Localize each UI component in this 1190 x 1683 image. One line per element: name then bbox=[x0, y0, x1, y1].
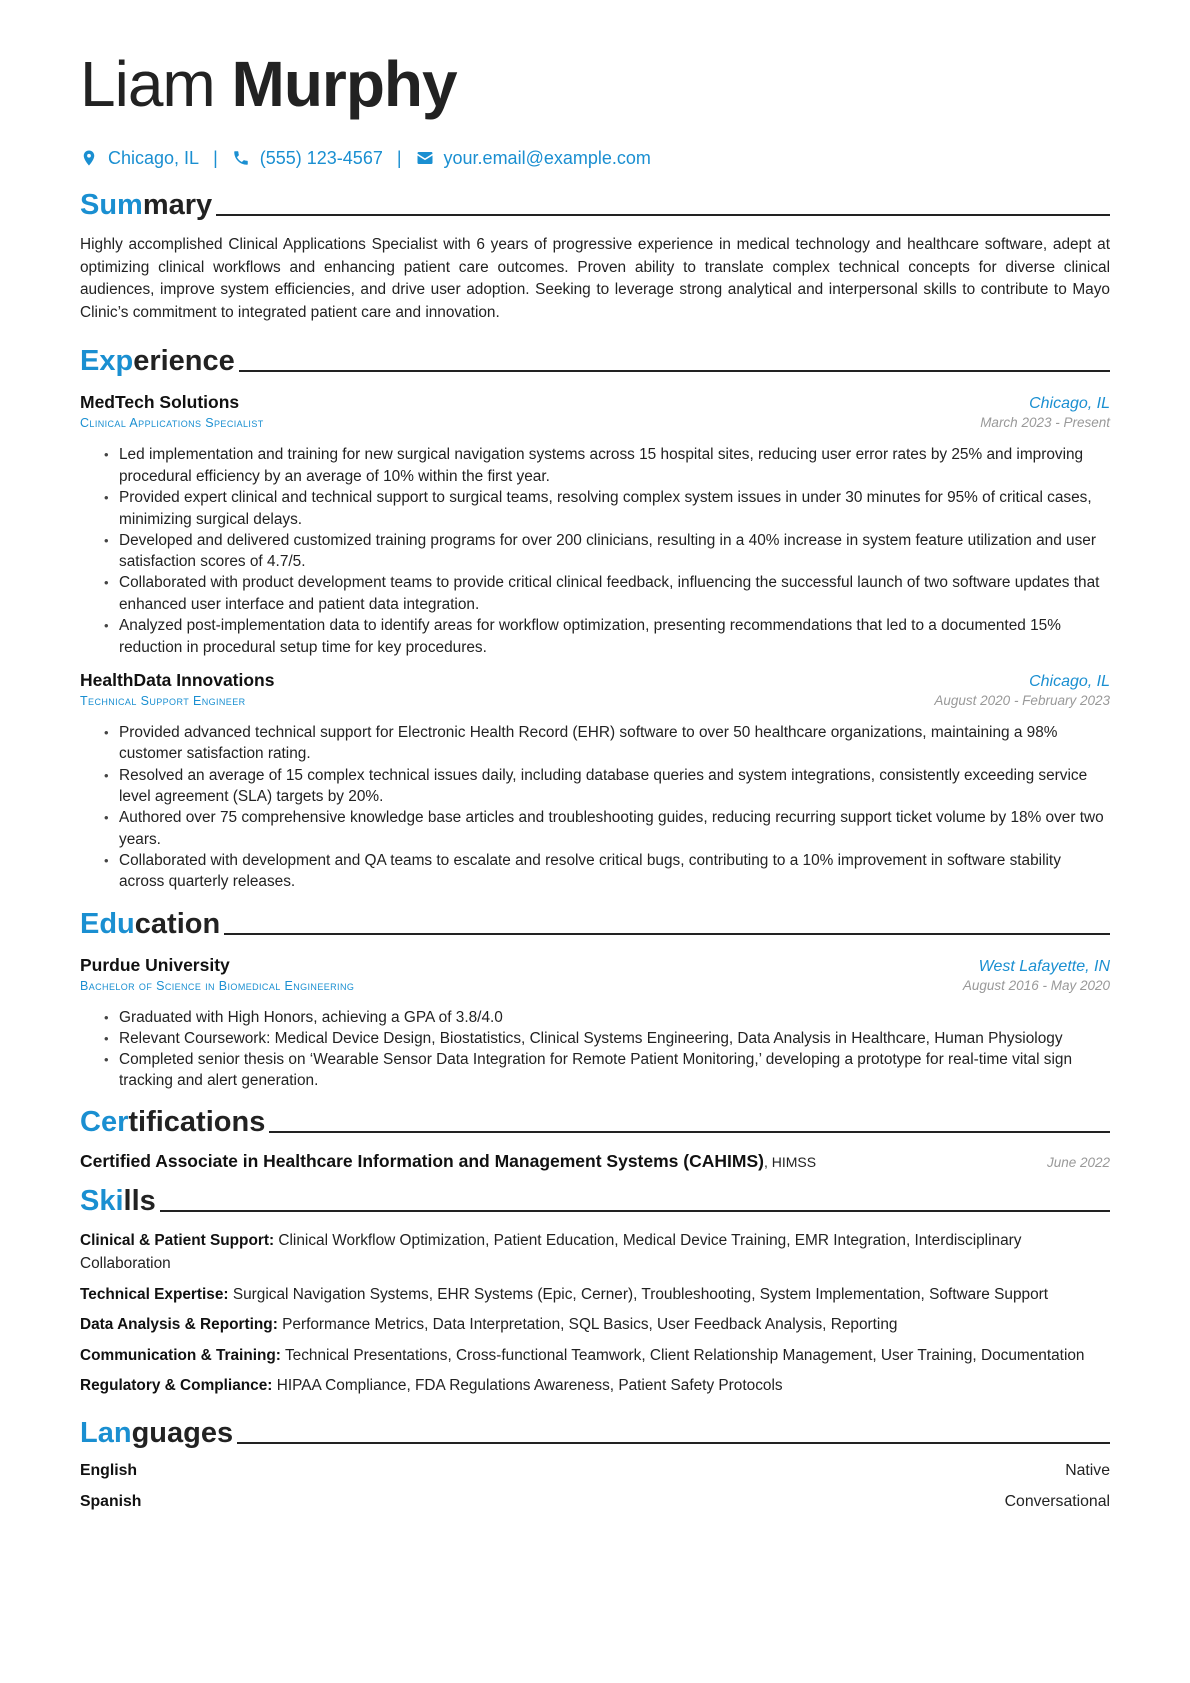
section-header-experience bbox=[80, 336, 1110, 378]
section-title-rest: mary bbox=[142, 189, 213, 221]
section-title-accent: Lan bbox=[80, 1417, 132, 1449]
phone-text: (555) 123-4567 bbox=[259, 147, 383, 168]
section-title bbox=[80, 344, 235, 378]
summary-text: Highly accomplished Clinical Applications Specialist with 6 years of progressive experience in medical technology and healthcare software, adept at optimizing clinical workflows and enhancing patient care outcomes. Proven ability to translate complex technical concepts for diverse clinical audiences, improve system efficiencies, and drive user adoption. Seeking to leverage strong analytical and interpersonal skills to contribute to Mayo Clinic’s commitment to integrated patient care and innovation. bbox=[80, 236, 1110, 321]
envelope-icon bbox=[416, 149, 434, 167]
section-title-accent: Exp bbox=[80, 345, 134, 378]
skill-values: HIPAA Compliance, FDA Regulations Awareness, Patient Safety Protocols bbox=[276, 1377, 783, 1395]
last-name: Murphy bbox=[231, 48, 457, 120]
achievement-item: • Analyzed post-implementation data to identify areas for workflow optimization, presenting recommendations that led to a documented 15% reduction in procedural setup time for key procedures. bbox=[104, 615, 1110, 658]
contact-location bbox=[80, 148, 199, 169]
section-title bbox=[80, 188, 212, 222]
section-divider bbox=[237, 1442, 1110, 1444]
section-divider bbox=[224, 933, 1110, 935]
achievement-item: • Collaborated with product development teams to provide critical clinical feedback, influencing the successful launch of two software updates that enhanced user interface and patient data integration. bbox=[104, 572, 1110, 615]
language-row bbox=[80, 1493, 1110, 1514]
contact-separator: | bbox=[396, 147, 402, 168]
entry-date: March 2023 - Present bbox=[980, 415, 1110, 431]
education-detail-item: • Graduated with High Honors, achieving a GPA of 3.8/4.0 bbox=[104, 1007, 1110, 1029]
candidate-name bbox=[80, 42, 1110, 126]
location-text: Chicago, IL bbox=[108, 147, 200, 168]
section-title bbox=[80, 907, 220, 941]
map-marker-icon bbox=[80, 149, 98, 167]
email-text: your.email@example.com bbox=[443, 147, 651, 168]
employer-name: HealthData Innovations bbox=[80, 669, 275, 690]
section-title-rest: guages bbox=[131, 1417, 234, 1449]
section-title-accent: Ski bbox=[80, 1185, 124, 1218]
skill-row bbox=[80, 1375, 1110, 1398]
achievement-item: • Provided advanced technical support for Electronic Health Record (EHR) software to over 50 healthcare organizations, maintaining a 98% customer satisfaction rating. bbox=[104, 722, 1110, 765]
section-title-accent: Edu bbox=[80, 907, 135, 940]
language-name: Spanish bbox=[80, 1493, 142, 1510]
section-header-languages bbox=[80, 1408, 1110, 1450]
achievement-list bbox=[80, 444, 1110, 658]
achievement-list bbox=[80, 722, 1110, 893]
section-title-accent: Cer bbox=[80, 1106, 129, 1139]
experience-entry bbox=[80, 670, 1110, 893]
section-divider bbox=[216, 214, 1110, 216]
section-divider bbox=[239, 370, 1110, 372]
achievement-item: • Collaborated with development and QA teams to escalate and resolve critical bugs, contributing to a 10% improvement in software stability across quarterly releases. bbox=[104, 850, 1110, 893]
certification-entry bbox=[80, 1151, 1110, 1172]
skill-category: Data Analysis & Reporting: bbox=[80, 1316, 278, 1334]
job-title: Clinical Applications Specialist bbox=[80, 416, 264, 431]
education-detail-item: • Completed senior thesis on ‘Wearable Sensor Data Integration for Remote Patient Monitoring,’ developing a prototype for real-time vital sign tracking and alert generation. bbox=[104, 1049, 1110, 1092]
skill-values: Surgical Navigation Systems, EHR Systems (Epic, Cerner), Troubleshooting, System Implementation, Software Support bbox=[232, 1285, 1049, 1303]
skill-category: Communication & Training: bbox=[80, 1346, 281, 1364]
section-title bbox=[80, 1105, 265, 1139]
achievement-item: • Resolved an average of 15 complex technical issues daily, including database queries and system integrations, consistently exceeding service level agreement (SLA) targets by 20%. bbox=[104, 765, 1110, 808]
phone-icon bbox=[232, 149, 250, 167]
section-header-education bbox=[80, 899, 1110, 941]
achievement-item: • Developed and delivered customized training programs for over 200 clinicians, resulting in a 40% increase in system feature utilization and user satisfaction scores of 4.7/5. bbox=[104, 530, 1110, 573]
entry-date: August 2020 - February 2023 bbox=[934, 692, 1110, 708]
entry-location: Chicago, IL bbox=[1029, 672, 1110, 690]
experience-entry bbox=[80, 392, 1110, 658]
degree-title: Bachelor of Science in Biomedical Engineering bbox=[80, 978, 355, 993]
education-detail-item: • Relevant Coursework: Medical Device Design, Biostatistics, Clinical Systems Engineering, Data Analysis in Healthcare, Human Physiology bbox=[104, 1028, 1110, 1050]
certification-text bbox=[80, 1151, 816, 1172]
skill-row bbox=[80, 1345, 1110, 1368]
section-header-certifications bbox=[80, 1097, 1110, 1139]
section-title-rest: lls bbox=[123, 1185, 156, 1218]
language-row bbox=[80, 1462, 1110, 1483]
contact-email[interactable] bbox=[416, 148, 651, 169]
certification-date: June 2022 bbox=[1046, 1155, 1110, 1171]
education-details-list bbox=[80, 1007, 1110, 1092]
education-entry bbox=[80, 955, 1110, 1092]
section-title-accent: Sum bbox=[80, 189, 143, 221]
language-name: English bbox=[80, 1462, 138, 1479]
section-title-rest: erience bbox=[133, 345, 235, 378]
entry-date: August 2016 - May 2020 bbox=[962, 977, 1110, 993]
skill-values: Technical Presentations, Cross-functional Teamwork, Client Relationship Management, User Training, Documentation bbox=[284, 1346, 1085, 1364]
skill-category: Regulatory & Compliance: bbox=[80, 1377, 273, 1395]
section-title-rest: tifications bbox=[128, 1106, 266, 1139]
contact-phone[interactable] bbox=[232, 148, 383, 169]
contact-line bbox=[80, 144, 1110, 172]
language-level: Native bbox=[1065, 1462, 1110, 1479]
entry-location: West Lafayette, IN bbox=[978, 957, 1110, 975]
school-name: Purdue University bbox=[80, 954, 230, 975]
certification-issuer: , HIMSS bbox=[763, 1154, 817, 1171]
skill-category: Clinical & Patient Support: bbox=[80, 1232, 275, 1250]
skill-values: Performance Metrics, Data Interpretation, SQL Basics, User Feedback Analysis, Reporting bbox=[282, 1316, 898, 1334]
skills-list bbox=[80, 1230, 1110, 1398]
skill-row bbox=[80, 1314, 1110, 1337]
skill-category: Technical Expertise: bbox=[80, 1285, 229, 1303]
section-title bbox=[80, 1416, 233, 1450]
employer-name: MedTech Solutions bbox=[80, 392, 240, 413]
first-name: Liam bbox=[80, 48, 215, 120]
skill-row bbox=[80, 1284, 1110, 1307]
section-title bbox=[80, 1184, 156, 1218]
job-title: Technical Support Engineer bbox=[80, 693, 246, 708]
entry-location: Chicago, IL bbox=[1029, 395, 1110, 413]
section-divider bbox=[269, 1131, 1110, 1133]
section-header-skills bbox=[80, 1176, 1110, 1218]
achievement-item: • Provided expert clinical and technical support to surgical teams, resolving complex system issues in under 30 minutes for 95% of critical cases, minimizing surgical delays. bbox=[104, 487, 1110, 530]
skill-row bbox=[80, 1230, 1110, 1275]
achievement-item: • Authored over 75 comprehensive knowledge base articles and troubleshooting guides, reducing recurring support ticket volume by 18% over two years. bbox=[104, 807, 1110, 850]
section-title-rest: cation bbox=[134, 907, 221, 940]
contact-separator: | bbox=[213, 147, 218, 168]
achievement-item: • Led implementation and training for new surgical navigation systems across 15 hospital sites, reducing user error rates by 25% and improving procedural efficiency by an average of 10% within the first year. bbox=[104, 444, 1110, 487]
certification-name: Certified Associate in Healthcare Information and Management Systems (CAHIMS) bbox=[80, 1151, 764, 1172]
language-level: Conversational bbox=[1004, 1493, 1110, 1510]
section-header-summary bbox=[80, 180, 1110, 222]
section-divider bbox=[160, 1210, 1110, 1212]
skill-values: Clinical Workflow Optimization, Patient Education, Medical Device Training, EMR Integration, Interdisciplinary Collaboration bbox=[80, 1232, 1022, 1273]
